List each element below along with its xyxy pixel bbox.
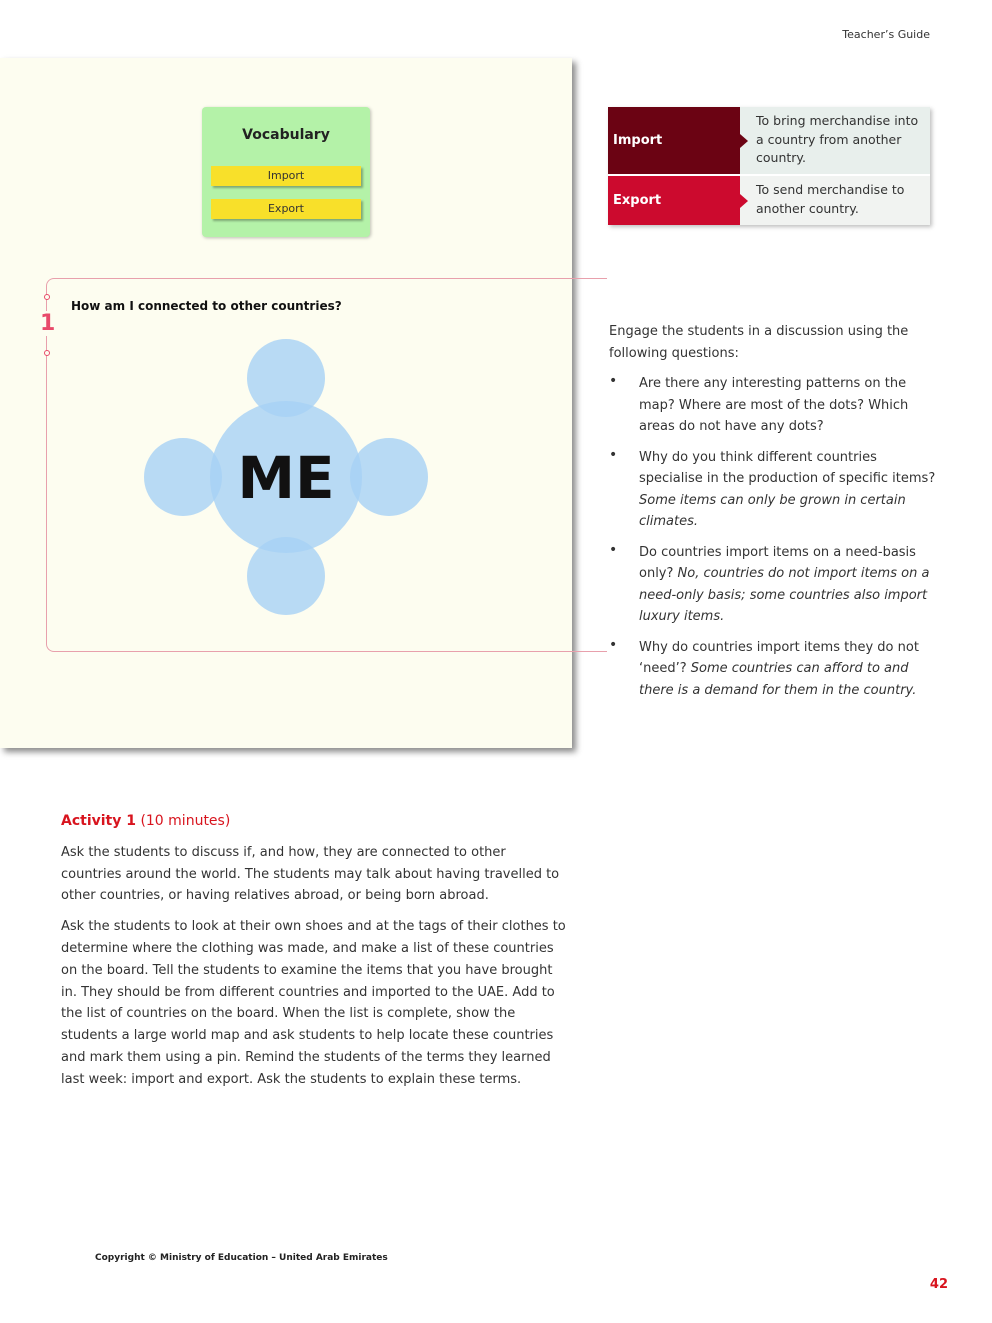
activity-title: Activity 1 [61, 813, 136, 829]
vocab-chip-import: Import [211, 166, 361, 186]
definition-export: To send merchandise to another country. [740, 176, 930, 225]
activity-number: 1 [40, 311, 56, 336]
answer-text: No, countries do not import items on a need-only basis; some countries also import luxury items. [639, 566, 930, 624]
discussion-questions [609, 373, 939, 701]
bullet-icon: • [609, 446, 618, 463]
activity-section [61, 811, 566, 1100]
term-import: Import [608, 107, 740, 176]
page-number: 42 [929, 1277, 948, 1292]
answer-text: Some countries can afford to and there is a demand for them in the country. [639, 661, 917, 698]
bullet-icon: • [609, 541, 618, 558]
question-text: Do countries import items on a need-basis only? [639, 544, 916, 581]
center-label: ME [237, 444, 335, 512]
vocab-chip-export: Export [211, 199, 361, 219]
activity-question: How am I connected to other countries? [71, 299, 342, 313]
list-item [609, 447, 939, 533]
activity-paragraph-1: Ask the students to discuss if, and how, they are connected to other countries around the world. The students may talk about having travelled to other countries, or having relatives abroad, or being born abroad. [61, 844, 560, 904]
connection-diagram [0, 58, 572, 748]
question-text: Why do you think different countries specialise in the production of specific items? [639, 449, 936, 486]
definition-row-export [608, 176, 930, 225]
list-item [609, 637, 939, 702]
activity-duration: (10 minutes) [140, 813, 231, 829]
vocabulary-definitions [608, 107, 930, 225]
running-header: Teacher’s Guide [842, 28, 930, 41]
activity-heading [61, 811, 566, 833]
student-book-page-preview [0, 58, 572, 748]
list-item [609, 542, 939, 628]
bullet-icon: • [609, 373, 618, 389]
vocabulary-title: Vocabulary [242, 127, 330, 143]
bullet-icon: • [609, 636, 618, 653]
term-export: Export [608, 176, 740, 225]
answer-text: Some items can only be grown in certain climates. [639, 492, 906, 529]
discussion-section [609, 321, 939, 710]
activity-paragraph-2: Ask the students to look at their own shoes and at the tags of their clothes to determine where the clothing was made, and make a list of these countries on the board. Tell the students to examine the items that you have brought in. They should be from different countries and imported to the UAE. Add to the list of countries on the board. When the list is complete, show the students a large world map and ask students to help locate these countries and mark them using a pin. Remind the students of the terms they learned last week: import and export. Ask the students to explain these terms. [61, 919, 566, 1087]
definition-row-import [608, 107, 930, 176]
discussion-intro: Engage the students in a discussion using the following questions: [609, 324, 909, 361]
list-item [609, 373, 939, 438]
definition-import: To bring merchandise into a country from another country. [740, 107, 930, 176]
question-text: Why do countries import items they do not ‘need’? [639, 639, 919, 676]
copyright-footer: Copyright © Ministry of Education – United Arab Emirates [95, 1253, 388, 1263]
question-text: Are there any interesting patterns on the map? Where are most of the dots? Which areas do not have any dots? [639, 376, 909, 434]
